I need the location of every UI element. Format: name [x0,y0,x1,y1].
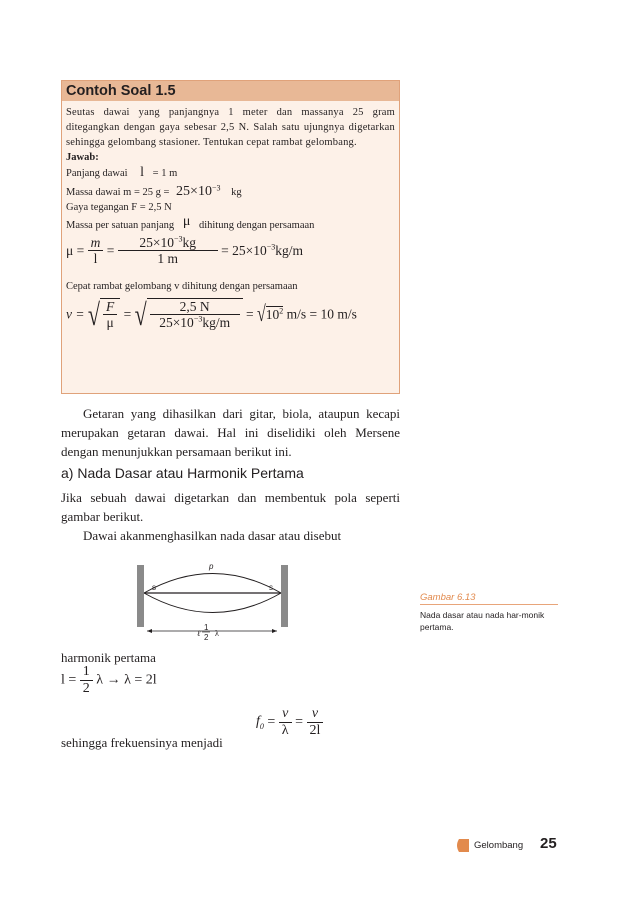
example-body [62,101,399,338]
mass-line: Massa dawai m = 25 $g = 25\times 10^{-3}$ kg [66,183,242,199]
v-equation: v = √ $\frac{F}{\mu}$ = √ $\frac{2,5 N}{25\times 10^{-3}kg/m}$ = $√10^2$ m/s = 10 m/s [66,296,357,332]
chapter-marker-icon [455,839,469,852]
label-l: ℓ [197,629,201,638]
wave-lower [144,593,281,613]
standing-wave-figure [135,560,305,650]
paragraph-harmonic: Dawai akanmenghasilkan nada dasar atau disebut [83,528,342,543]
left-post [137,565,144,627]
tension-line: Gaya tegangan F = 2,5 N [66,202,172,213]
example-title: Contoh Soal 1.5 [62,81,399,101]
arrow-left [147,629,152,633]
paragraph-intro: Getaran yang dihasilkan dari gitar, biola, ataupun kecapi merupakan getaran dawai. Hal ini diselidiki oleh Mersene dengan menunjukkan persamaan berikut ini. [61,406,400,459]
answer-label: Jawab: [66,152,99,163]
page-number: 25 [540,835,557,852]
section-heading: a) Nada Dasar atau Harmonik Pertama [61,465,304,481]
label-lambda: λ [215,629,219,638]
harmonic-equation: l = $\frac{1}{2}$ λ → λ = 2l [61,664,157,696]
paragraph-frequency: sehingga frekuensinya menjadi [61,735,223,750]
label-s-right: s [269,583,273,592]
paragraph-pattern: Jika sebuah dawai digetarkan dan membentuk pola seperti gambar berikut. [61,490,400,524]
example-box [61,80,400,394]
footer-chapter: Gelombang [474,840,524,851]
caption-text: Nada dasar atau nada har-monik pertama. [420,610,545,632]
label-frac-num: 1 [204,623,209,632]
mu-equation: μ = $\frac{m}{l}$ = $\frac{25\times 10^{-3}kg}{1 m}$ = $25\times 10^{-3}kg/m$ [66,234,303,266]
label-frac-den: 2 [204,633,209,642]
length-line: Panjang dawai l = 1 m [66,165,178,180]
label-p: p [209,562,214,571]
paragraph-harmonic-first: harmonik pertama [61,650,156,665]
wave-upper [144,574,281,594]
example-problem: Seutas dawai yang panjangnya 1 meter dan massanya 25 gram ditegangkan dengan gaya sebesar 2,5 N. Salah satu ujungnya digetarkan sehingga gelombang stasioner. Tentukan cepat rambat gelombang. [66,107,395,148]
v-line: Cepat rambat gelombang v dihitung dengan persamaan [66,281,298,292]
right-post [281,565,288,627]
arrow-right [272,629,277,633]
frequency-equation: $f_0$ = $\frac{v}{\lambda}$ = $\frac{v}{2l}$ [256,706,323,739]
caption-divider [420,604,558,605]
mu-line: Massa per satuan panjang μ dihitung dengan persamaan [66,214,315,231]
label-s-left: s [152,583,156,592]
caption-title: Gambar 6.13 [420,592,476,603]
